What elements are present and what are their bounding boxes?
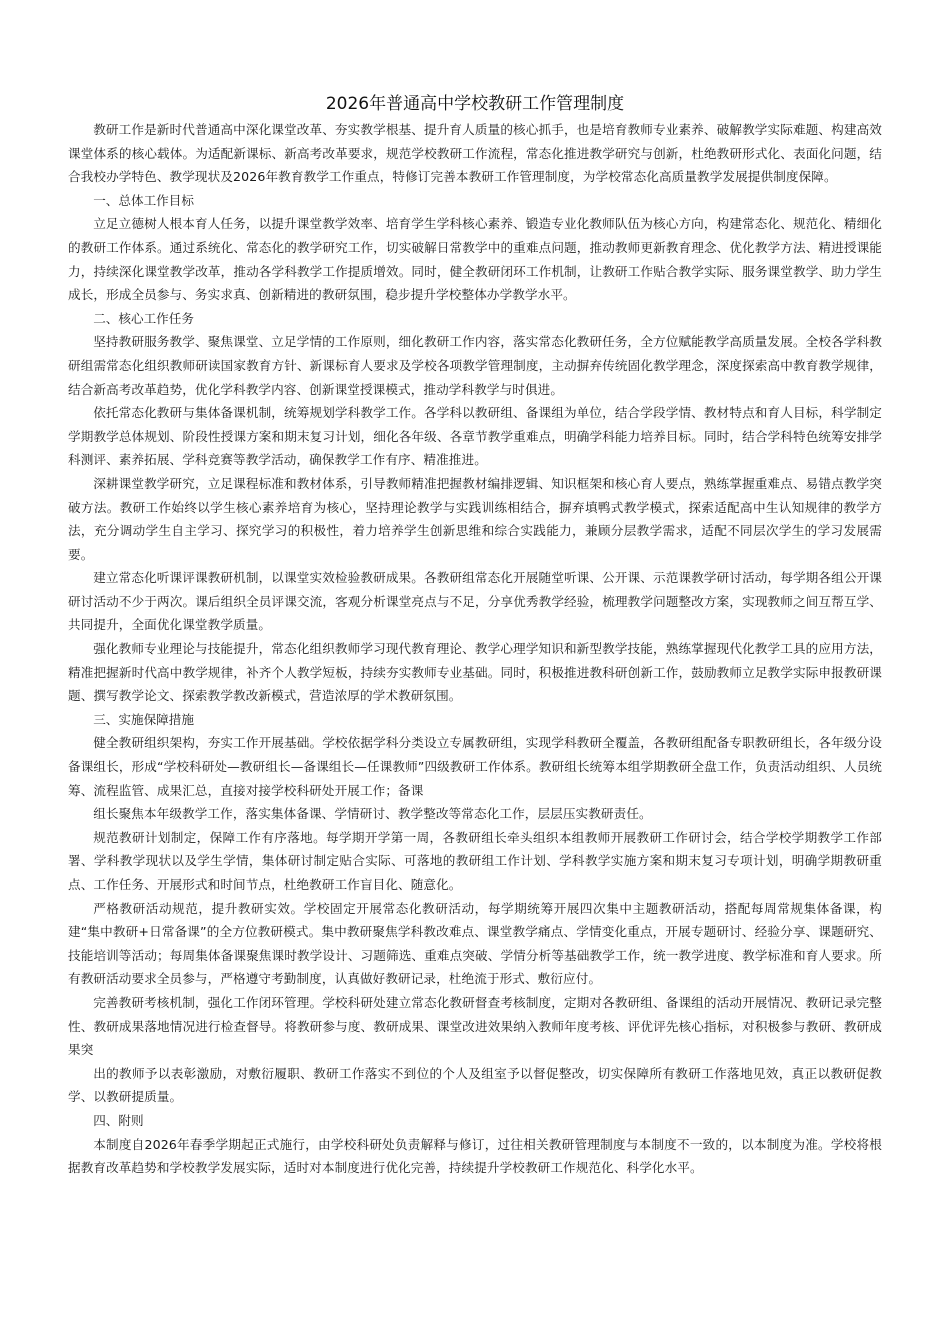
section-paragraph: 完善教研考核机制，强化工作闭环管理。学校科研处建立常态化教研督查考核制度，定期对各教研组、备课组的活动开展情况、教研记录完整性、教研成果落地情况进行检查督导。将教研参与度、教研成果、课堂改进效果纳入教师年度考核、评优评先核心指标，对积极参与教研、教研成果突 [68,994,882,1058]
section-paragraph: 立足立德树人根本育人任务，以提升课堂教学效率、培育学生学科核心素养、锻造专业化教师队伍为核心方向，构建常态化、规范化、精细化的教研工作体系。通过系统化、常态化的教学研究工作，切实破解日常教学中的重难点问题，推动教师更新教育理念、优化教学方法、精进授课能力，持续深化课堂教学改革，推动各学科教学工作提质增效。同时，健全教研闭环工作机制，让教研工作贴合教学实际、服务课堂教学、助力学生成长，形成全员参与、务实求真、创新精进的教研氛围，稳步提升学校整体办学教学水平。 [68,216,882,303]
section-paragraph: 规范教研计划制定，保障工作有序落地。每学期开学第一周，各教研组长牵头组织本组教师开展教研工作研讨会，结合学校学期教学工作部署、学科教学现状以及学生学情，集体研讨制定贴合实际、可落地的教研组工作计划、学科教学实施方案和期末复习专项计划，明确学期教研重点、工作任务、开展形式和时间节点，杜绝教研工作盲目化、随意化。 [68,829,882,892]
section-heading: 一、总体工作目标 [93,192,194,208]
section-heading: 二、核心工作任务 [93,310,194,326]
section-paragraph: 强化教师专业理论与技能提升，常态化组织教师学习现代教育理论、教学心理学知识和新型教学技能，熟练掌握现代化教学工具的应用方法，精准把握新时代高中教学规律，补齐个人教学短板，持续夯实教师专业基础。同时，积极推进教科研创新工作，鼓励教师立足教学实际申报教研课题、撰写教学论文、探索教学教改新模式，营造浓厚的学术教研氛围。 [68,641,882,704]
document-title: 2026年普通高中学校教研工作管理制度 [325,94,625,114]
section-paragraph: 严格教研活动规范，提升教研实效。学校固定开展常态化教研活动，每学期统筹开展四次集中主题教研活动，搭配每周常规集体备课，构建“集中教研+日常备课”的全方位教研模式。集中教研聚焦学科教改难点、课堂教学痛点、学情变化重点，开展专题研讨、经验分享、课题研究、技能培训等活动；每周集体备课聚焦课时教学设计、习题筛选、重难点突破、学情分析等基础教学工作，统一教学进度、教学标准和育人要求。所有教研活动要求全员参与，严格遵守考勤制度，认真做好教研记录，杜绝流于形式、敷衍应付。 [68,900,882,987]
section-paragraph: 坚持教研服务教学、聚焦课堂、立足学情的工作原则，细化教研工作内容，落实常态化教研任务，全方位赋能教学高质量发展。全校各学科教研组需常态化组织教师研读国家教育方针、新课标育人要求及学校各项教学管理制度，主动摒弃传统固化教学理念，深度探索高中教育教学规律，结合新高考改革趋势，优化学科教学内容、创新课堂授课模式，推动学科教学与时俱进。 [68,334,882,397]
section-paragraph: 本制度自2026年春季学期起正式施行，由学校科研处负责解释与修订，过往相关教研管理制度与本制度不一致的，以本制度为准。学校将根据教育改革趋势和学校教学发展实际，适时对本制度进行优化完善，持续提升学校教研工作规范化、科学化水平。 [68,1136,882,1176]
section-paragraph: 依托常态化教研与集体备课机制，统筹规划学科教学工作。各学科以教研组、备课组为单位，结合学段学情、教材特点和育人目标，科学制定学期教学总体规划、阶段性授课方案和期末复习计划，细化各年级、各章节教学重难点，明确学科能力培养目标。同时，结合学科特色统筹安排学科测评、素养拓展、学科竞赛等教学活动，确保教学工作有序、精准推进。 [68,405,882,468]
section-heading: 四、附则 [93,1112,144,1128]
intro-paragraph: 教研工作是新时代普通高中深化课堂改革、夯实教学根基、提升育人质量的核心抓手，也是培育教师专业素养、破解教学实际难题、构建高效课堂体系的核心载体。为适配新课标、新高考改革要求，规范学校教研工作流程，常态化推进教学研究与创新，杜绝教研形式化、表面化问题，结合我校办学特色、教学现状及2026年教育教学工作重点，特修订完善本教研工作管理制度，为学校常态化高质量教学发展提供制度保障。 [68,122,882,185]
section-paragraph: 出的教师予以表彰激励，对敷衍履职、教研工作落实不到位的个人及组室予以督促整改，切实保障所有教研工作落地见效，真正以教研促教学、以教研提质量。 [68,1065,882,1105]
section-heading: 三、实施保障措施 [93,711,194,727]
section-paragraph: 深耕课堂教学研究，立足课程标准和教材体系，引导教师精准把握教材编排逻辑、知识框架和核心育人要点，熟练掌握重难点、易错点教学突破方法。教研工作始终以学生核心素养培育为核心，坚持理论教学与实践训练相结合，摒弃填鸭式教学模式，探索适配高中生认知规律的教学方法，充分调动学生自主学习、探究学习的积极性，着力培养学生创新思维和综合实践能力，兼顾分层教学需求，适配不同层次学生的学习发展需要。 [68,475,882,562]
section-paragraph: 组长聚焦本年级教学工作，落实集体备课、学情研讨、教学整改等常态化工作，层层压实教研责任。 [93,806,652,822]
section-paragraph: 健全教研组织架构，夯实工作开展基础。学校依据学科分类设立专属教研组，实现学科教研全覆盖，各教研组配备专职教研组长，各年级分设备课组长，形成“学校科研处—教研组长—备课组长—任课教师”四级教研工作体系。教研组长统筹本组学期教研全盘工作，负责活动组织、人员统筹、流程监管、成果汇总，直接对接学校科研处开展工作；备课 [68,735,882,798]
section-paragraph: 建立常态化听课评课教研机制，以课堂实效检验教研成果。各教研组常态化开展随堂听课、公开课、示范课教学研讨活动，每学期各组公开课研讨活动不少于两次。课后组织全员评课交流，客观分析课堂亮点与不足，分享优秀教学经验，梳理教学问题整改方案，实现教师之间互帮互学、共同提升，全面优化课堂教学质量。 [68,570,882,633]
